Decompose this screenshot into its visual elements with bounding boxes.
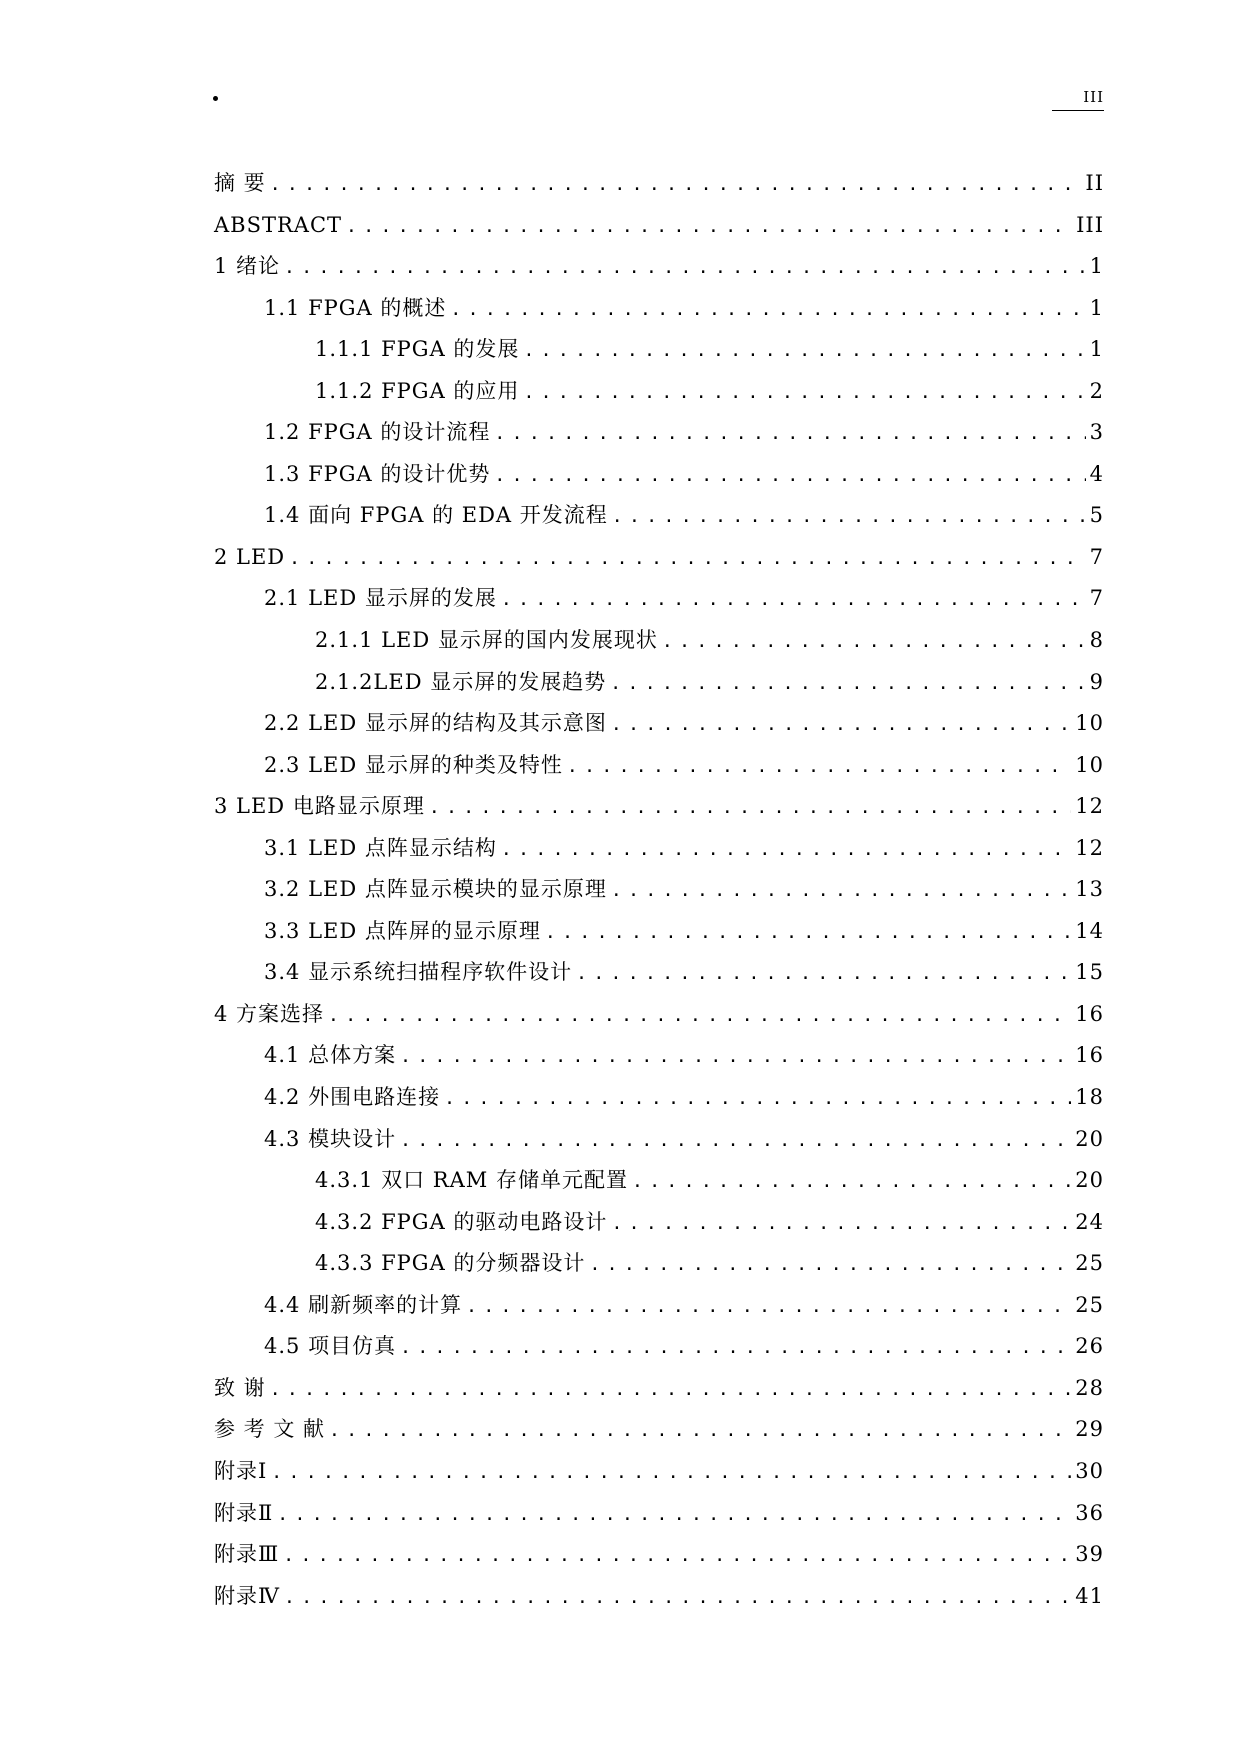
toc-entry-title: ABSTRACT [214, 212, 343, 237]
toc-dot-leader [611, 1203, 1071, 1245]
toc-entry[interactable] [214, 703, 1104, 745]
toc-entry-page: 36 [1075, 1500, 1104, 1525]
toc-entry-title: 1.3 FPGA 的设计优势 [264, 461, 491, 486]
toc-entry[interactable] [214, 1243, 1104, 1285]
toc-dot-leader [270, 164, 1082, 206]
toc-entry-title: 4.3.3 FPGA 的分频器设计 [315, 1251, 586, 1276]
toc-dot-leader [429, 787, 1071, 829]
toc-entry[interactable] [214, 163, 1104, 205]
toc-dot-leader [328, 995, 1071, 1037]
toc-entry[interactable] [214, 205, 1104, 247]
toc-dot-leader [589, 1244, 1071, 1286]
toc-entry-page: 1 [1089, 254, 1104, 279]
toc-dot-leader [576, 953, 1071, 995]
toc-dot-leader [611, 870, 1071, 912]
toc-entry[interactable] [214, 620, 1104, 662]
toc-entry[interactable] [214, 454, 1104, 496]
toc-dot-leader [329, 1410, 1071, 1452]
toc-entry-page: 20 [1075, 1126, 1104, 1151]
toc-entry[interactable] [214, 1160, 1104, 1202]
toc-entry[interactable] [214, 495, 1104, 537]
toc-entry-page: 7 [1089, 586, 1104, 611]
toc-entry[interactable] [214, 578, 1104, 620]
toc-entry[interactable] [214, 869, 1104, 911]
toc-entry-title: 2.1 LED 显示屏的发展 [264, 586, 497, 611]
toc-entry-page: 24 [1075, 1209, 1104, 1234]
toc-entry[interactable] [214, 1576, 1104, 1618]
toc-entry-page: 25 [1075, 1292, 1104, 1317]
toc-entry-title: 4.2 外围电路连接 [264, 1085, 441, 1110]
toc-entry-title: 4.1 总体方案 [264, 1043, 397, 1068]
toc-entry-page: 18 [1075, 1085, 1104, 1110]
toc-entry-title: 3.1 LED 点阵显示结构 [264, 835, 497, 860]
toc-entry-page: 13 [1075, 877, 1104, 902]
toc-entry[interactable] [214, 745, 1104, 787]
toc-entry-page: 12 [1075, 794, 1104, 819]
toc-entry-page: 28 [1075, 1375, 1104, 1400]
toc-entry-title: 1.1.1 FPGA 的发展 [315, 337, 520, 362]
toc-entry[interactable] [214, 288, 1104, 330]
toc-dot-leader [610, 663, 1085, 705]
toc-entry-title: 1.1.2 FPGA 的应用 [315, 378, 520, 403]
toc-entry-page: 15 [1075, 960, 1104, 985]
toc-entry[interactable] [214, 371, 1104, 413]
toc-entry[interactable] [214, 1534, 1104, 1576]
table-of-contents [214, 163, 1104, 1617]
toc-entry[interactable] [214, 828, 1104, 870]
toc-entry-title: 4.4 刷新频率的计算 [264, 1292, 463, 1317]
toc-entry[interactable] [214, 1493, 1104, 1535]
toc-entry-title: 4.3.1 双口 RAM 存储单元配置 [315, 1168, 628, 1193]
toc-entry-page: 10 [1075, 711, 1104, 736]
toc-dot-leader [545, 912, 1071, 954]
toc-entry[interactable] [214, 1202, 1104, 1244]
toc-dot-leader [271, 1452, 1071, 1494]
toc-entry-title: 2.3 LED 显示屏的种类及特性 [264, 752, 563, 777]
toc-entry-title: 2.1.1 LED 显示屏的国内发展现状 [315, 628, 658, 653]
toc-dot-leader [289, 538, 1085, 580]
toc-entry-page: 30 [1075, 1458, 1104, 1483]
toc-dot-leader [494, 413, 1085, 455]
toc-entry-page: 16 [1075, 1043, 1104, 1068]
toc-dot-leader [494, 455, 1085, 497]
toc-entry-page: 5 [1089, 503, 1104, 528]
toc-entry[interactable] [214, 786, 1104, 828]
toc-entry-title: 3.3 LED 点阵屏的显示原理 [264, 918, 541, 943]
toc-entry-page: 1 [1089, 295, 1104, 320]
toc-entry-title: 1.1 FPGA 的概述 [264, 295, 447, 320]
toc-entry-title: 1.2 FPGA 的设计流程 [264, 420, 491, 445]
toc-entry-title: 1.4 面向 FPGA 的 EDA 开发流程 [264, 503, 608, 528]
toc-entry-title: 1 绪论 [214, 254, 281, 279]
toc-entry[interactable] [214, 329, 1104, 371]
toc-entry[interactable] [214, 952, 1104, 994]
toc-dot-leader [400, 1036, 1071, 1078]
toc-entry-title: 4.3.2 FPGA 的驱动电路设计 [315, 1209, 608, 1234]
toc-entry-title: 摘 要 [214, 171, 266, 195]
toc-dot-leader [466, 1286, 1071, 1328]
toc-entry-title: 2.2 LED 显示屏的结构及其示意图 [264, 711, 607, 736]
toc-entry-page: 2 [1089, 378, 1104, 403]
toc-entry[interactable] [214, 1409, 1104, 1451]
toc-entry-page: 25 [1075, 1251, 1104, 1276]
toc-entry-page: 20 [1075, 1168, 1104, 1193]
toc-entry[interactable] [214, 537, 1104, 579]
toc-entry[interactable] [214, 911, 1104, 953]
page-number: III [1083, 88, 1104, 106]
toc-entry[interactable] [214, 246, 1104, 288]
toc-entry-page: 14 [1075, 918, 1104, 943]
toc-entry-page: 10 [1075, 752, 1104, 777]
toc-entry[interactable] [214, 1119, 1104, 1161]
toc-dot-leader [612, 496, 1086, 538]
toc-dot-leader [400, 1327, 1071, 1369]
toc-entry-page: 8 [1089, 628, 1104, 653]
toc-entry-page: 1 [1089, 337, 1104, 362]
toc-dot-leader [523, 330, 1085, 372]
toc-entry[interactable] [214, 1326, 1104, 1368]
toc-entry-page: 29 [1075, 1417, 1104, 1442]
toc-entry-page: 12 [1075, 835, 1104, 860]
toc-entry-title: 4.5 项目仿真 [264, 1334, 397, 1359]
toc-entry-page: 9 [1089, 669, 1104, 694]
toc-dot-leader [270, 1369, 1072, 1411]
toc-entry[interactable] [214, 412, 1104, 454]
toc-entry-title: 2 LED [214, 544, 286, 569]
toc-dot-leader [501, 579, 1086, 621]
toc-entry[interactable] [214, 662, 1104, 704]
toc-entry-title: 附录Ⅱ [214, 1500, 274, 1525]
toc-dot-leader [283, 1535, 1071, 1577]
toc-entry-title: 附录Ⅲ [214, 1542, 280, 1567]
page-number-underline [1052, 110, 1104, 111]
toc-dot-leader [346, 206, 1072, 248]
toc-entry[interactable] [214, 1451, 1104, 1493]
toc-entry[interactable] [214, 1285, 1104, 1327]
toc-entry[interactable] [214, 1368, 1104, 1410]
toc-entry[interactable] [214, 1077, 1104, 1119]
toc-dot-leader [611, 704, 1071, 746]
toc-dot-leader [523, 372, 1085, 414]
toc-entry-page: II [1085, 171, 1104, 195]
toc-entry-title: 3.2 LED 点阵显示模块的显示原理 [264, 877, 607, 902]
toc-entry-title: 附录Ⅰ [214, 1458, 268, 1483]
toc-entry-title: 致 谢 [214, 1375, 266, 1400]
toc-entry-page: 41 [1075, 1583, 1104, 1608]
toc-dot-leader [501, 829, 1071, 871]
toc-entry-page: 16 [1075, 1001, 1104, 1026]
toc-dot-leader [444, 1078, 1071, 1120]
toc-entry-title: 2.1.2LED 显示屏的发展趋势 [315, 669, 607, 694]
toc-dot-leader [277, 1494, 1071, 1536]
header-bullet [213, 96, 218, 101]
toc-dot-leader [400, 1120, 1071, 1162]
toc-entry[interactable] [214, 1035, 1104, 1077]
toc-entry-title: 4.3 模块设计 [264, 1126, 397, 1151]
toc-entry-page: 39 [1075, 1542, 1104, 1567]
toc-entry-page: III [1076, 212, 1104, 237]
toc-dot-leader [284, 1577, 1071, 1619]
toc-entry-title: 3 LED 电路显示原理 [214, 794, 425, 819]
toc-entry-page: 7 [1089, 544, 1104, 569]
toc-entry-title: 4 方案选择 [214, 1001, 325, 1026]
toc-entry[interactable] [214, 994, 1104, 1036]
toc-entry-page: 3 [1089, 420, 1104, 445]
toc-dot-leader [284, 247, 1086, 289]
toc-entry-title: 参 考 文 献 [214, 1417, 326, 1442]
toc-dot-leader [567, 746, 1071, 788]
toc-entry-title: 附录Ⅳ [214, 1583, 280, 1608]
toc-dot-leader [662, 621, 1086, 663]
toc-dot-leader [632, 1161, 1071, 1203]
toc-entry-title: 3.4 显示系统扫描程序软件设计 [264, 960, 573, 985]
toc-entry-page: 26 [1075, 1334, 1104, 1359]
toc-entry-page: 4 [1089, 461, 1104, 486]
toc-dot-leader [450, 289, 1085, 331]
